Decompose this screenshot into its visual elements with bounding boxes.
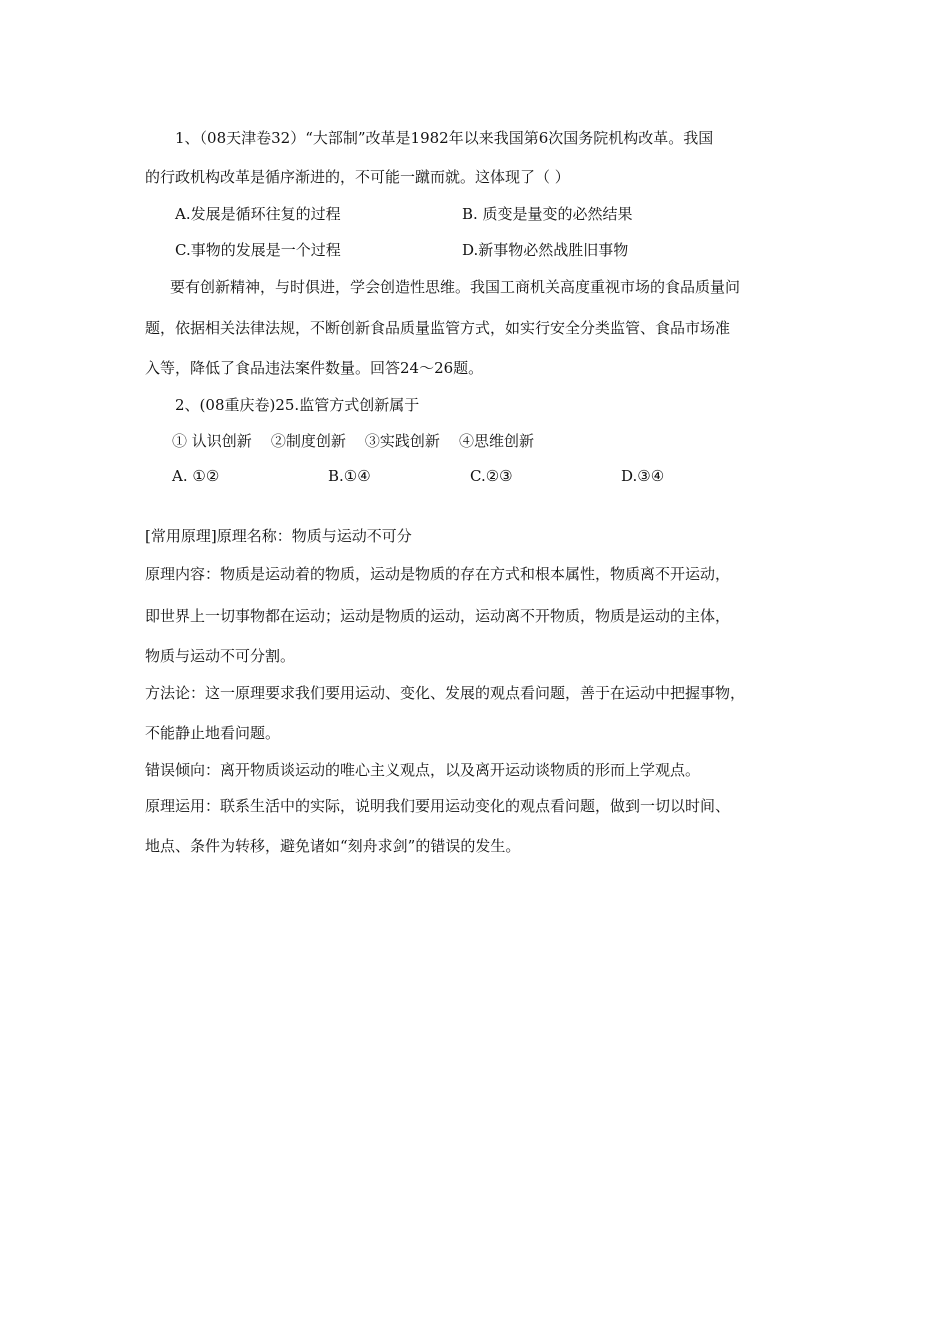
q2-option-a: A. ①② — [172, 467, 220, 485]
principle-header: [常用原理]原理名称：物质与运动不可分 — [145, 527, 412, 545]
principle-content-3: 物质与运动不可分割。 — [145, 647, 296, 665]
intro-line-3: 入等，降低了食品违法案件数量。回答24～26题。 — [145, 359, 484, 377]
application-line-2: 地点、条件为转移，避免诸如“刻舟求剑”的错误的发生。 — [145, 837, 521, 855]
q1-option-d: D.新事物必然战胜旧事物 — [462, 241, 629, 259]
q1-stem-line-2: 的行政机构改革是循序渐进的，不可能一蹴而就。这体现了（ ） — [145, 168, 570, 186]
intro-line-2: 题，依据相关法律法规，不断创新食品质量监管方式，如实行安全分类监管、食品市场准 — [145, 319, 731, 337]
q2-option-c: C.②③ — [470, 467, 513, 485]
q1-option-a: A.发展是循环往复的过程 — [175, 205, 341, 223]
intro-line-1: 要有创新精神，与时俱进，学会创造性思维。我国工商机关高度重视市场的食品质量问 — [170, 278, 741, 296]
q1-option-b: B. 质变是量变的必然结果 — [462, 205, 633, 223]
application-line-1: 原理运用：联系生活中的实际，说明我们要用运动变化的观点看问题，做到一切以时间、 — [145, 797, 731, 815]
q1-option-c: C.事物的发展是一个过程 — [175, 241, 341, 259]
principle-content-2: 即世界上一切事物都在运动；运动是物质的运动，运动离不开物质，物质是运动的主体， — [145, 607, 731, 625]
q2-stem: 2、(08重庆卷)25.监管方式创新属于 — [175, 396, 420, 414]
methodology-line-2: 不能静止地看问题。 — [145, 724, 281, 742]
q1-stem-line-1: 1、（08天津卷32）“大部制”改革是1982年以来我国第6次国务院机构改革。我国 — [175, 129, 714, 147]
q2-option-d: D.③④ — [621, 467, 665, 485]
q2-option-b: B.①④ — [328, 467, 371, 485]
principle-content-1: 原理内容：物质是运动着的物质，运动是物质的存在方式和根本属性，物质离不开运动， — [145, 565, 731, 583]
error-tendency: 错误倾向：离开物质谈运动的唯心主义观点，以及离开运动谈物质的形而上学观点。 — [145, 761, 701, 779]
methodology-line-1: 方法论：这一原理要求我们要用运动、变化、发展的观点看问题，善于在运动中把握事物， — [145, 684, 746, 702]
q2-items: ① 认识创新 ②制度创新 ③实践创新 ④思维创新 — [172, 432, 534, 450]
